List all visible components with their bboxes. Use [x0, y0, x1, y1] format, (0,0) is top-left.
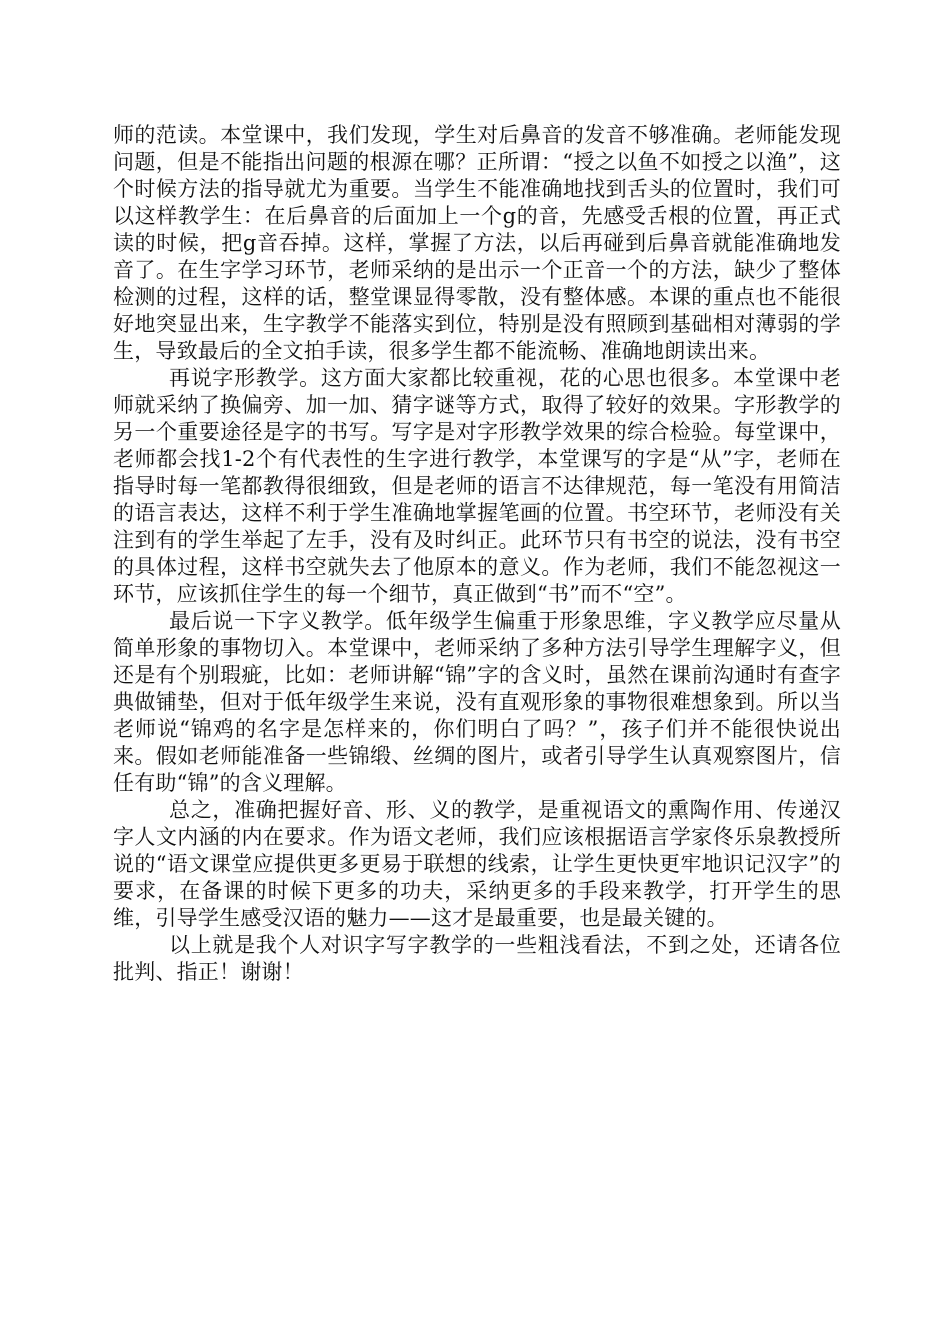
- paragraph-character-meaning: 最后说一下字义教学。低年级学生偏重于形象思维，字义教学应尽量从简单形象的事物切入。本堂课中，老师采纳了多种方法引导学生理解字义，但还是有个别瑕疵，比如：老师讲解“锦”字的含义时，虽然在课前沟通时有查字典做铺垫，但对于低年级学生来说，没有直观形象的事物很难想象到。所以当老师说“锦鸡的名字是怎样来的，你们明白了吗？”，孩子们并不能很快说出来。假如老师能准备一些锦缎、丝绸的图片，或者引导学生认真观察图片，信任有助“锦”的含义理解。: [113, 609, 841, 795]
- paragraph-character-form: 再说字形教学。这方面大家都比较重视，花的心思也很多。本堂课中老师就采纳了换偏旁、加一加、猜字谜等方式，取得了较好的效果。字形教学的另一个重要途径是字的书写。写字是对字形教学效果的综合检验。每堂课中，老师都会找1-2个有代表性的生字进行教学，本堂课写的字是“从”字，老师在指导时每一笔都教得很细致，但是老师的语言不达律规范，每一笔没有用简洁的语言表达，这样不利于学生准确地掌握笔画的位置。书空环节，老师没有关注到有的学生举起了左手，没有及时纠正。此环节只有书空的说法，没有书空的具体过程，这样书空就失去了他原本的意义。作为老师，我们不能忽视这一环节，应该抓住学生的每一个细节，真正做到“书”而不“空”。: [113, 366, 841, 606]
- paragraph-pronunciation: 师的范读。本堂课中，我们发现，学生对后鼻音的发音不够准确。老师能发现问题，但是不能指出问题的根源在哪？正所谓：“授之以鱼不如授之以渔”，这个时候方法的指导就尤为重要。当学生不能准确地找到舌头的位置时，我们可以这样教学生：在后鼻音的后面加上一个g的音，先感受舌根的位置，再正式读的时候，把g音吞掉。这样，掌握了方法，以后再碰到后鼻音就能准确地发音了。在生字学习环节，老师采纳的是出示一个正音一个的方法，缺少了整体检测的过程，这样的话，整堂课显得零散，没有整体感。本课的重点也不能很好地突显出来，生字教学不能落实到位，特别是没有照顾到基础相对薄弱的学生，导致最后的全文拍手读，很多学生都不能流畅、准确地朗读出来。: [113, 123, 841, 363]
- paragraph-summary: 总之，准确把握好音、形、义的教学，是重视语文的熏陶作用、传递汉字人文内涵的内在要求。作为语文老师，我们应该根据语言学家佟乐泉教授所说的“语文课堂应提供更多更易于联想的线索，让学生更快更牢地识记汉字”的要求，在备课的时候下更多的功夫，采纳更多的手段来教学，打开学生的思维，引导学生感受汉语的魅力——这才是最重要，也是最关键的。: [113, 798, 841, 930]
- document-page: [113, 122, 841, 986]
- paragraph-closing: 以上就是我个人对识字写字教学的一些粗浅看法，不到之处，还请各位批判、指正！谢谢！: [113, 933, 841, 984]
